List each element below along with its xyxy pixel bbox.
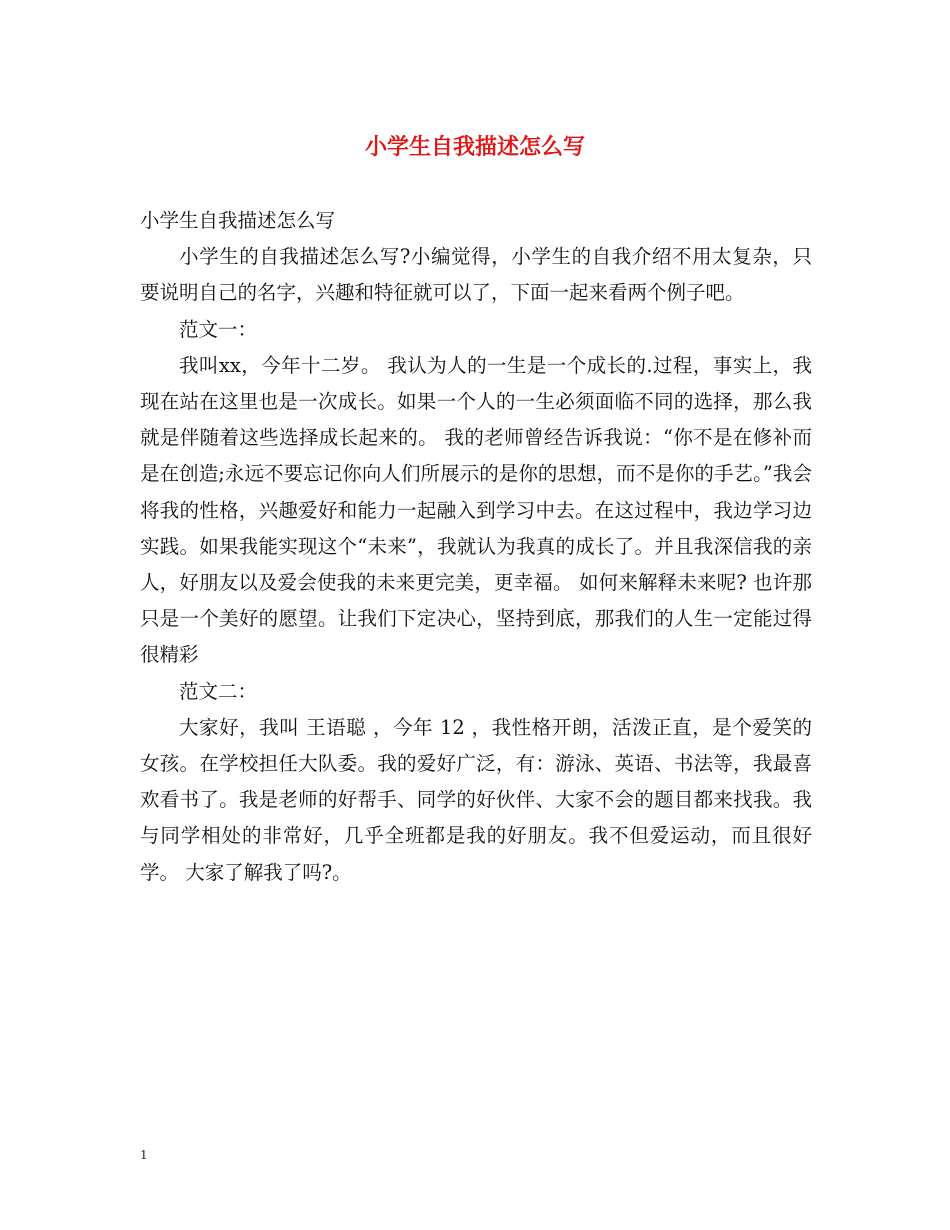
sample2-label: 范文二： [179, 679, 258, 703]
document-title: 小学生自我描述怎么写 [364, 134, 585, 160]
sample2-paragraph: 大家好，我叫 王语聪 ，今年 12 ，我性格开朗，活泼正直，是个爱笑的女孩。在学校担任大队委。我的爱好广泛，有：游泳、英语、书法等，我最喜欢看书了。我是老师的好帮手、同学的好伙伴、大家不会的题目都来找我。我与同学相处的非常好，几乎全班都是我的好朋友。我不但爱运动，而且很好学。 大家了解我了吗?。 [140, 715, 812, 884]
page-number: 1 [140, 1148, 148, 1162]
sample1-paragraph: 我叫xx，今年十二岁。 我认为人的一生是一个成长的.过程，事实上，我现在站在这里也是一次成长。如果一个人的一生必须面临不同的选择，那么我就是伴随着这些选择成长起来的。 我的老师曾经告诉我说：“你不是在修补而是在创造;永远不要忘记你向人们所展示的是你的思想，而不是你的手艺。”我会将我的性格，兴趣爱好和能力一起融入到学习中去。在这过程中，我边学习边实践。如果我能实现这个“未来”，我就认为我真的成长了。并且我深信我的亲人，好朋友以及爱会使我的未来更完美，更幸福。 如何来解释未来呢? 也许那只是一个美好的愿望。让我们下定决心，坚持到底，那我们的人生一定能过得很精彩 [140, 353, 812, 667]
sample1-label: 范文一： [179, 317, 258, 341]
section-heading: 小学生自我描述怎么写 [140, 209, 336, 232]
intro-paragraph: 小学生的自我描述怎么写?小编觉得，小学生的自我介绍不用太复杂，只要说明自己的名字，兴趣和特征就可以了，下面一起来看两个例子吧。 [140, 245, 812, 305]
document-body [140, 203, 812, 891]
